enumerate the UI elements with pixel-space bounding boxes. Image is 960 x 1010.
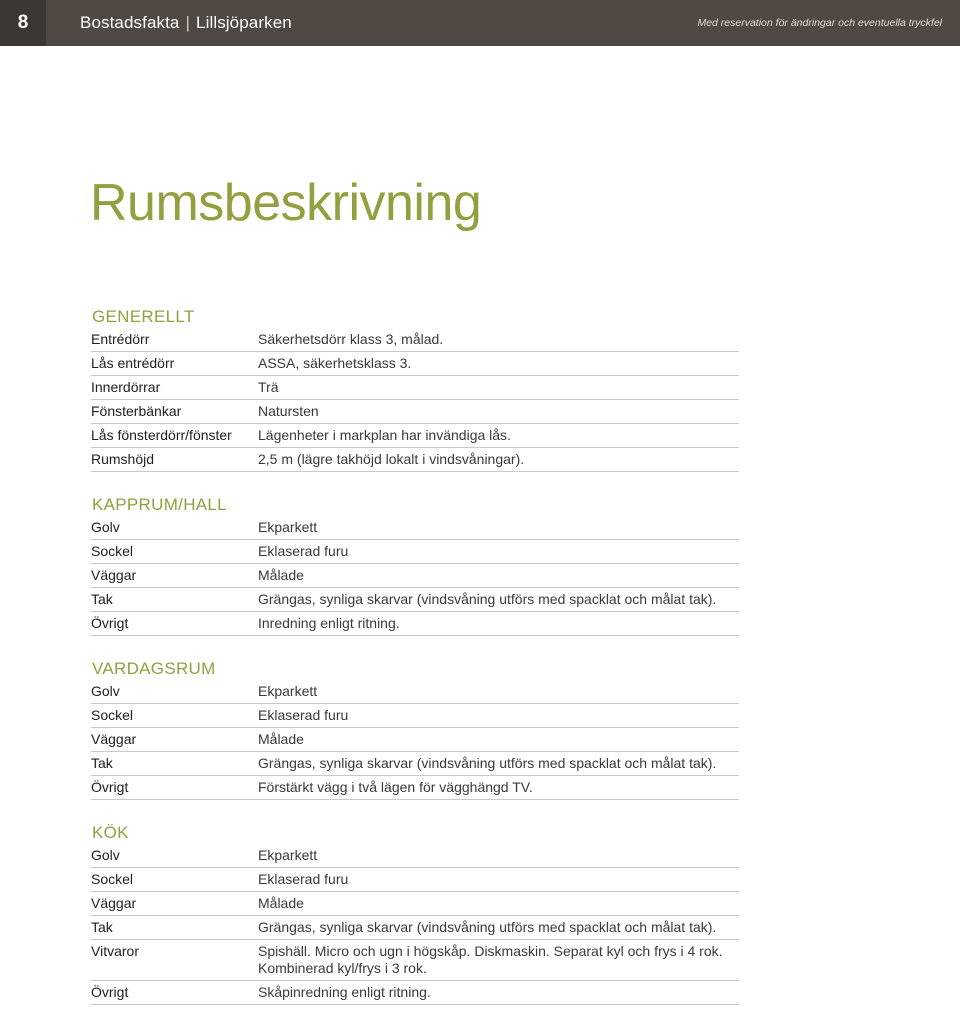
row-label: Rumshöjd [91, 451, 155, 467]
row-value: Eklaserad furu [258, 871, 349, 887]
row-label: Övrigt [91, 779, 129, 795]
row-value: Ekparkett [258, 519, 318, 535]
page-title: Rumsbeskrivning [90, 174, 482, 232]
row-value: Grängas, synliga skarvar (vindsvåning utförs med spacklat och målat tak). [258, 919, 717, 935]
table-row [91, 540, 739, 564]
document-title-project: Lillsjöparken [196, 13, 292, 32]
row-label: Tak [91, 591, 113, 607]
row-value [258, 943, 739, 977]
row-value-line: Spishäll. Micro och ugn i högskåp. Diskmaskin. Separat kyl och frys i 4 rok. [258, 943, 723, 959]
row-label: Sockel [91, 543, 134, 559]
table-row [91, 892, 739, 916]
disclaimer-note: Med reservation för ändringar och eventuella tryckfel [697, 17, 942, 29]
page-header [0, 0, 960, 46]
row-label: Tak [91, 755, 113, 771]
row-label: Väggar [91, 567, 137, 583]
row-label: Sockel [91, 871, 134, 887]
row-label: Väggar [91, 895, 137, 911]
row-value: ASSA, säkerhetsklass 3. [258, 355, 412, 371]
table-row [91, 588, 739, 612]
section-title: KÖK [92, 823, 129, 842]
table-row [91, 704, 739, 728]
section-title: GENERELLT [92, 307, 195, 326]
row-label: Väggar [91, 731, 137, 747]
row-label: Övrigt [91, 984, 129, 1000]
row-value-line: Kombinerad kyl/frys i 3 rok. [258, 960, 427, 976]
table-row [91, 981, 739, 1005]
row-label: Entrédörr [91, 331, 150, 347]
row-label: Vitvaror [91, 943, 139, 959]
table-row [91, 564, 739, 588]
table-row [91, 352, 739, 376]
row-label: Övrigt [91, 615, 129, 631]
section-kok [91, 822, 739, 1005]
row-value: Förstärkt vägg i två lägen för vägghängd TV. [258, 779, 533, 795]
table-row [91, 424, 739, 448]
row-label: Tak [91, 919, 113, 935]
table-row [91, 844, 739, 868]
table-row [91, 940, 739, 981]
table-row [91, 680, 739, 704]
row-label: Golv [91, 847, 120, 863]
section-vardagsrum [91, 658, 739, 800]
table-row [91, 328, 739, 352]
row-value: Grängas, synliga skarvar (vindsvåning utförs med spacklat och målat tak). [258, 591, 717, 607]
row-value: Målade [258, 731, 304, 747]
row-value: Grängas, synliga skarvar (vindsvåning utförs med spacklat och målat tak). [258, 755, 717, 771]
section-title: VARDAGSRUM [92, 659, 216, 678]
table-row [91, 516, 739, 540]
row-value: Trä [258, 379, 279, 395]
document-title-main: Bostadsfakta [80, 13, 180, 32]
row-value: Skåpinredning enligt ritning. [258, 984, 431, 1000]
row-label: Innerdörrar [91, 379, 161, 395]
row-value: Målade [258, 567, 304, 583]
section-kapprum-hall [91, 494, 739, 636]
title-separator: | [185, 13, 191, 32]
table-row [91, 868, 739, 892]
row-value: 2,5 m (lägre takhöjd lokalt i vindsvåningar). [258, 451, 525, 467]
row-value: Eklaserad furu [258, 543, 349, 559]
row-value: Inredning enligt ritning. [258, 615, 400, 631]
row-label: Fönsterbänkar [91, 403, 182, 419]
table-row [91, 728, 739, 752]
table-row [91, 448, 739, 472]
table-row [91, 752, 739, 776]
document-title [80, 13, 292, 33]
row-label: Golv [91, 683, 120, 699]
row-value: Natursten [258, 403, 319, 419]
row-value: Ekparkett [258, 683, 318, 699]
row-label: Lås entrédörr [91, 355, 175, 371]
row-value: Lägenheter i markplan har invändiga lås. [258, 427, 511, 443]
table-row [91, 776, 739, 800]
section-generellt [91, 306, 739, 472]
row-label: Sockel [91, 707, 134, 723]
row-value: Eklaserad furu [258, 707, 349, 723]
row-value: Ekparkett [258, 847, 318, 863]
page-number: 8 [0, 0, 46, 46]
table-row [91, 376, 739, 400]
row-label: Lås fönsterdörr/fönster [91, 427, 232, 443]
row-value: Målade [258, 895, 304, 911]
row-value: Säkerhetsdörr klass 3, målad. [258, 331, 444, 347]
table-row [91, 400, 739, 424]
table-row [91, 612, 739, 636]
section-title: KAPPRUM/HALL [92, 495, 227, 514]
table-row [91, 916, 739, 940]
row-label: Golv [91, 519, 120, 535]
